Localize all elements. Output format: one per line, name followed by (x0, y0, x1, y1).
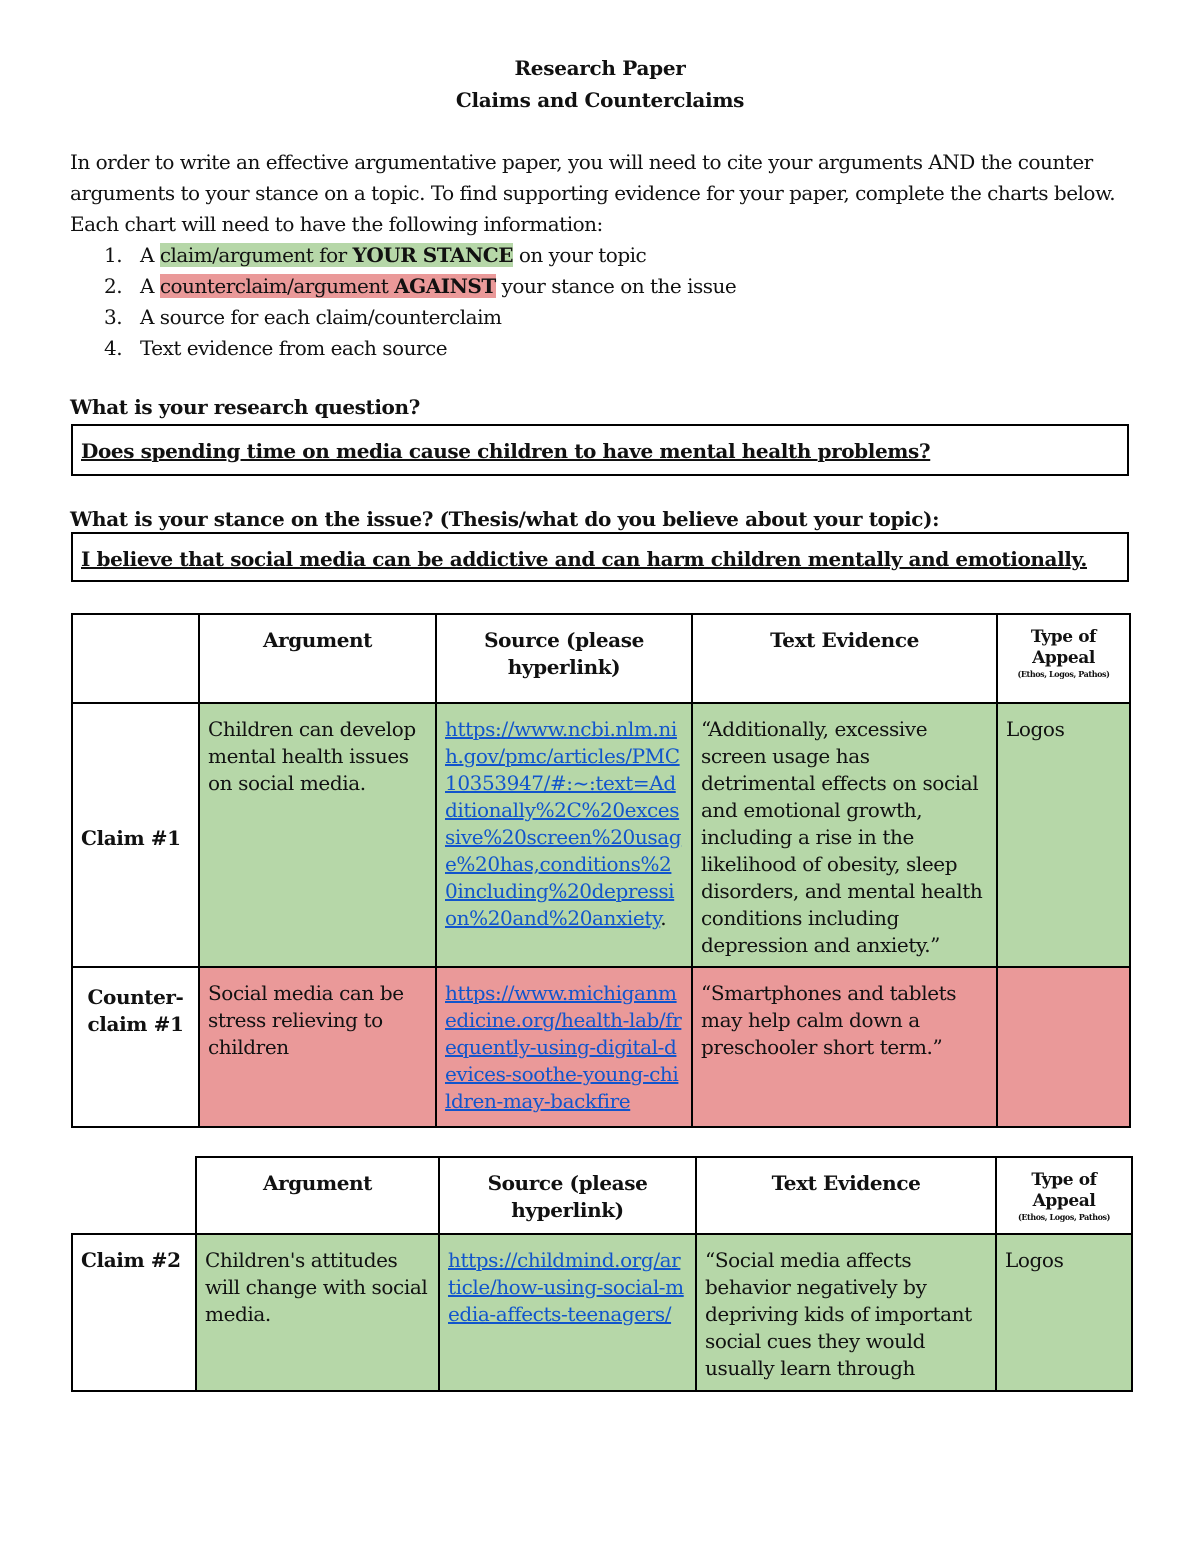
header-source: Source (please hyperlink) (436, 614, 692, 703)
appeal-cell[interactable]: Logos (997, 703, 1130, 967)
argument-cell[interactable]: Social media can be stress relieving to children (199, 967, 436, 1127)
list-item: 3. A source for each claim/counterclaim (104, 305, 502, 329)
table-header-row (72, 1157, 1132, 1234)
research-question-label: What is your research question? (70, 395, 420, 419)
source-cell[interactable] (439, 1234, 696, 1391)
header-corner-cell (72, 614, 199, 703)
intro-paragraph: In order to write an effective argumentative paper, you will need to cite your arguments AND the counter arguments to your stance on a topic. To find supporting evidence for your paper, complete the charts below. Each chart will need to have the following information: (70, 150, 1116, 236)
list-item: 1. A claim/argument for YOUR STANCE on your topic (104, 243, 647, 267)
claims-table-2 (71, 1156, 1133, 1392)
source-link[interactable]: https://www.michiganmedicine.org/health-lab/frequently-using-digital-devices-soothe-young-children-may-backfire (445, 981, 682, 1113)
header-appeal: Type of Appeal (Ethos, Logos, Pathos) (997, 614, 1130, 703)
list-item: 2. A counterclaim/argument AGAINST your stance on the issue (104, 274, 737, 298)
page-title: Research Paper (514, 56, 686, 80)
source-link[interactable]: https://www.ncbi.nlm.nih.gov/pmc/articles/PMC10353947/#:~:text=Additionally%2C%20excessive%20screen%20usage%20has,conditions%20including%20depression%20and%20anxiety (445, 717, 682, 930)
header-source: Source (please hyperlink) (439, 1157, 696, 1234)
research-question-box[interactable] (71, 424, 1129, 476)
claims-table-1 (71, 613, 1131, 1128)
counterclaim-highlight: counterclaim/argument AGAINST (159, 274, 496, 298)
research-question-answer: Does spending time on media cause children to have mental health problems? (81, 439, 931, 463)
claim-highlight: claim/argument for YOUR STANCE (159, 243, 513, 267)
evidence-cell[interactable]: “Additionally, excessive screen usage has detrimental effects on social and emotional growth, including a rise in the likelihood of obesity, sleep disorders, and mental health conditions including depression and anxiety.” (692, 703, 997, 967)
appeal-cell[interactable] (997, 967, 1130, 1127)
source-cell[interactable]: https://www.ncbi.nlm.nih.gov/pmc/articles/PMC10353947/#:~:text=Additionally%2C%20excessive%20screen%20usage%20has,conditions%20including%20depression%20and%20anxiety. (436, 703, 692, 967)
stance-label: What is your stance on the issue? (Thesis/what do you believe about your topic): (70, 507, 940, 531)
list-item: 4. Text evidence from each source (104, 336, 448, 360)
row-label-claim-1: Claim #1 (72, 703, 199, 967)
evidence-cell[interactable]: “Smartphones and tablets may help calm down a preschooler short term.” (692, 967, 997, 1127)
source-link[interactable]: https://childmind.org/article/how-using-social-media-affects-teenagers/ (448, 1248, 684, 1326)
stance-answer: I believe that social media can be addictive and can harm children mentally and emotionally. (81, 547, 1087, 571)
header-argument: Argument (196, 1157, 439, 1234)
row-label-claim-2: Claim #2 (72, 1234, 196, 1391)
page-subtitle: Claims and Counterclaims (455, 88, 745, 112)
table-row (72, 967, 1130, 1127)
header-argument: Argument (199, 614, 436, 703)
header-evidence: Text Evidence (696, 1157, 996, 1234)
evidence-cell[interactable]: “Social media affects behavior negatively by depriving kids of important social cues they would usually learn through (696, 1234, 996, 1391)
header-appeal-hint: (Ethos, Logos, Pathos) (1017, 1212, 1111, 1222)
header-corner-cell (72, 1157, 196, 1234)
argument-cell[interactable]: Children's attitudes will change with social media. (196, 1234, 439, 1391)
source-cell[interactable] (436, 967, 692, 1127)
header-appeal: Type of Appeal (Ethos, Logos, Pathos) (996, 1157, 1132, 1234)
argument-cell[interactable]: Children can develop mental health issues on social media. (199, 703, 436, 967)
table-row (72, 1234, 1132, 1391)
header-evidence: Text Evidence (692, 614, 997, 703)
table-header-row (72, 614, 1130, 703)
stance-box[interactable] (71, 532, 1129, 582)
table-row (72, 703, 1130, 967)
row-label-counterclaim-1: Counter-claim #1 (72, 967, 199, 1127)
header-appeal-hint: (Ethos, Logos, Pathos) (1017, 669, 1110, 679)
appeal-cell[interactable]: Logos (996, 1234, 1132, 1391)
